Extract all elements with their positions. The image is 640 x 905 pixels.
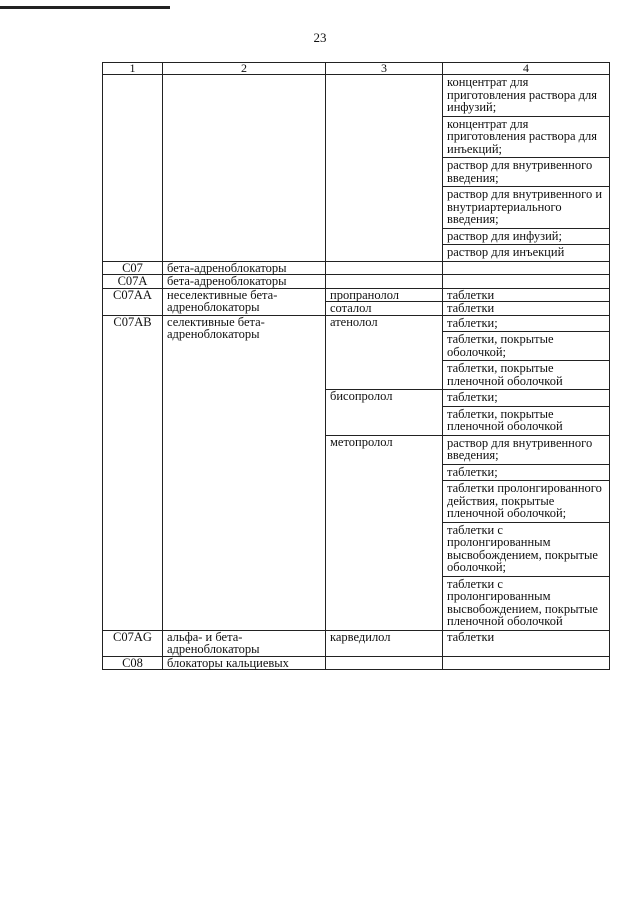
table-row-c07aa — [103, 288, 610, 302]
forms-cell — [443, 435, 610, 630]
dosage-form: раствор для внутривенного введения; — [443, 436, 609, 465]
dosage-form: раствор для внутривенного и внутриартериального введения; — [443, 187, 609, 229]
dosage-form: таблетки, покрытые пленочной оболочкой — [447, 406, 563, 433]
dosage-form: таблетки; — [443, 316, 609, 333]
group-name: неселективные бета-адреноблокаторы — [163, 288, 326, 315]
dosage-form: таблетки пролонгированного действия, покрытые пленочной оболочкой; — [443, 481, 609, 523]
dosage-form: раствор для инфузий; — [443, 229, 609, 246]
forms-cell — [443, 261, 610, 275]
table-row-c07 — [103, 261, 610, 275]
atc-code: C07A — [103, 275, 163, 289]
column-header-2: 2 — [163, 63, 326, 75]
forms-cell — [443, 656, 610, 670]
dosage-form: концентрат для приготовления раствора для инфузий; — [443, 75, 609, 117]
table-row-c07ab — [103, 315, 610, 390]
table-row-c07a — [103, 275, 610, 289]
atc-code: C08 — [103, 656, 163, 670]
drug-cell — [326, 75, 443, 262]
continuation-row — [103, 75, 610, 262]
group-name: селективные бета-адреноблокаторы — [163, 315, 326, 630]
header-row — [103, 63, 610, 75]
group-name: бета-адреноблокаторы — [163, 275, 326, 289]
dosage-form: таблетки — [443, 288, 610, 302]
top-rule — [0, 6, 170, 9]
atc-code: C07 — [103, 261, 163, 275]
drug-name: бисопролол — [326, 390, 443, 436]
forms-cell — [443, 390, 610, 436]
group-name: блокаторы кальциевых — [163, 656, 326, 670]
dosage-form: раствор для внутривенного введения; — [443, 158, 609, 187]
drug-name: карведилол — [326, 630, 443, 656]
dosage-form: таблетки — [443, 302, 610, 316]
forms-cell — [443, 75, 610, 262]
atc-code: C07AG — [103, 630, 163, 656]
column-header-1: 1 — [103, 63, 163, 75]
dosage-form: таблетки с пролонгированным высвобождением, покрытые пленочной оболочкой — [447, 576, 598, 628]
code-cell — [103, 75, 163, 262]
table-row-c08 — [103, 656, 610, 670]
drug-name: пропранолол — [326, 288, 443, 302]
drug-name: атенолол — [326, 315, 443, 390]
drug-cell — [326, 261, 443, 275]
group-name: бета-адреноблокаторы — [163, 261, 326, 275]
name-cell — [163, 75, 326, 262]
drug-name: метопролол — [326, 435, 443, 630]
dosage-form: таблетки — [443, 630, 610, 656]
column-header-3: 3 — [326, 63, 443, 75]
drug-cell — [326, 656, 443, 670]
dosage-form: раствор для инъекций — [447, 245, 565, 259]
page-number: 23 — [313, 30, 327, 45]
atc-code: C07AB — [103, 315, 163, 630]
group-name: альфа- и бета-адреноблокаторы — [163, 630, 326, 656]
dosage-form: таблетки; — [443, 465, 609, 482]
dosage-form: таблетки, покрытые оболочкой; — [443, 332, 609, 361]
table-row-c07ag — [103, 630, 610, 656]
drug-cell — [326, 275, 443, 289]
forms-cell — [443, 275, 610, 289]
dosage-form: таблетки; — [443, 390, 609, 407]
drug-table — [102, 62, 610, 670]
column-header-4: 4 — [443, 63, 610, 75]
dosage-form: таблетки с пролонгированным высвобождением, покрытые оболочкой; — [443, 523, 609, 577]
dosage-form: таблетки, покрытые пленочной оболочкой — [447, 361, 563, 388]
dosage-form: концентрат для приготовления раствора для инъекций; — [443, 117, 609, 159]
atc-code: C07AA — [103, 288, 163, 315]
forms-cell — [443, 315, 610, 390]
drug-name: соталол — [326, 302, 443, 316]
